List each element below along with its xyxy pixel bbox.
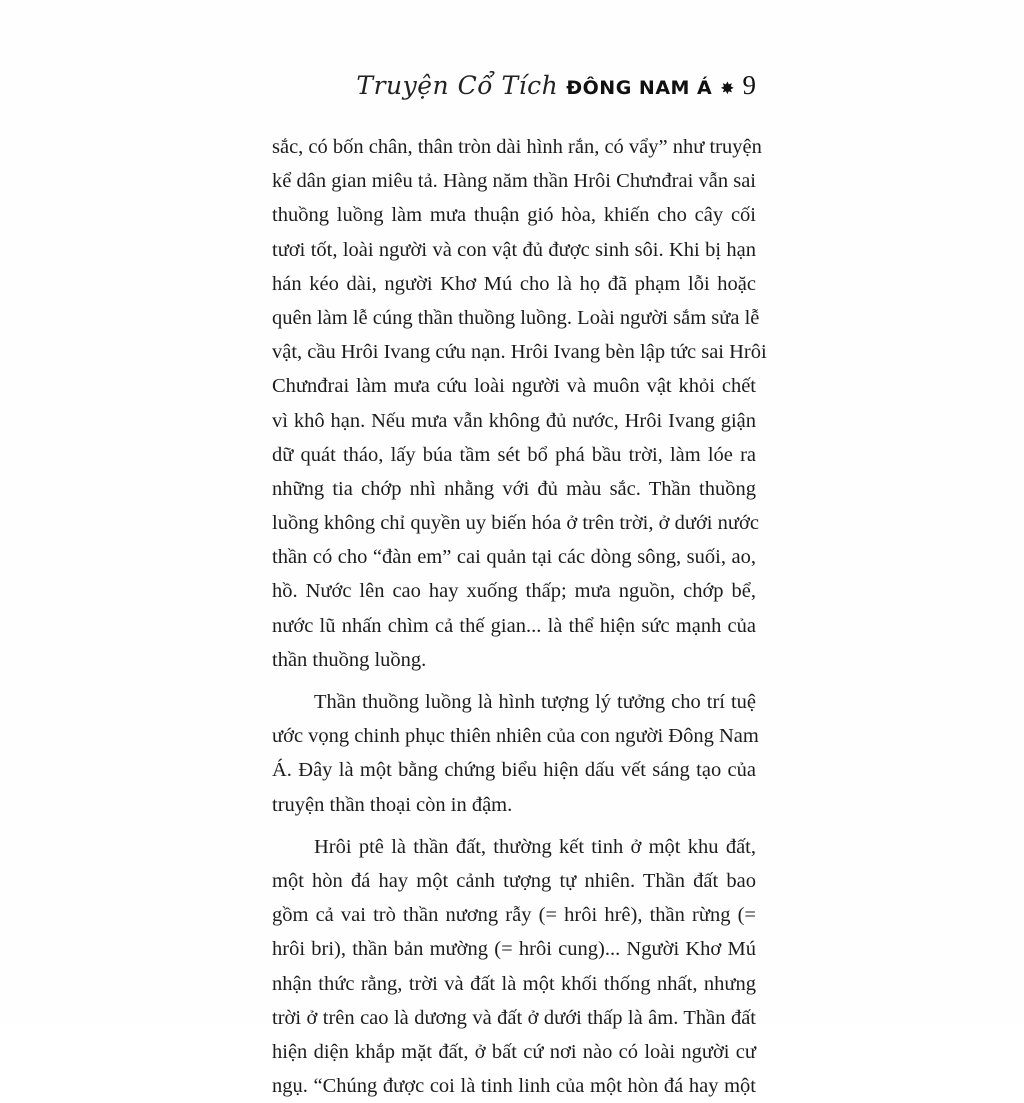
page-number: 9 — [742, 70, 756, 100]
text-line: tươi tốt, loài người và con vật đủ được sinh sôi. Khi bị hạn — [272, 238, 756, 261]
running-header — [356, 70, 756, 110]
text-line: hán kéo dài, người Khơ Mú cho là họ đã phạm lỗi hoặc — [272, 272, 756, 295]
text-line: thần thuồng luồng. — [272, 648, 427, 671]
text-line: sắc, có bốn chân, thân tròn dài hình rắn, có vẩy” như truyện — [272, 136, 762, 158]
text-line: nước lũ nhấn chìm cả thế gian... là thể hiện sức mạnh của — [272, 614, 756, 637]
text-line: thần có cho “đàn em” cai quản tại các dòng sông, suối, ao, — [272, 546, 756, 569]
text-line: Á. Đây là một bằng chứng biểu hiện dấu vết sáng tạo của — [272, 759, 756, 782]
text-line: vì khô hạn. Nếu mưa vẫn không đủ nước, Hrôi Ivang giận — [272, 409, 756, 432]
text-line: thuồng luồng làm mưa thuận gió hòa, khiến cho cây cối — [272, 204, 756, 227]
text-line: một hòn đá hay một cảnh tượng tự nhiên. Thần đất bao — [272, 869, 756, 892]
header-script-title: Truyện Cổ Tích — [356, 71, 559, 100]
text-line: vật, cầu Hrôi Ivang cứu nạn. Hrôi Ivang bèn lập tức sai Hrôi — [272, 341, 767, 364]
header-caps-title: ĐÔNG NAM Á — [566, 77, 713, 99]
text-line: gồm cả vai trò thần nương rẫy (= hrôi hrê), thần rừng (= — [272, 904, 756, 927]
text-line: kể dân gian miêu tả. Hàng năm thần Hrôi Chưnđrai vẫn sai — [272, 170, 756, 193]
body-text — [272, 130, 767, 1103]
text-line: hrôi bri), thần bản mường (= hrôi cung)... Người Khơ Mú — [272, 938, 756, 961]
text-line: nhận thức rằng, trời và đất là một khối thống nhất, nhưng — [272, 972, 756, 995]
text-line: trời ở trên cao là dương và đất ở dưới thấp là âm. Thần đất — [272, 1006, 756, 1029]
text-line: hồ. Nước lên cao hay xuống thấp; mưa nguồn, chớp bể, — [272, 580, 756, 603]
text-line: truyện thần thoại còn in đậm. — [272, 793, 513, 816]
text-line: những tia chớp nhì nhằng với đủ màu sắc. Thần thuồng — [272, 477, 756, 500]
text-line: hiện diện khắp mặt đất, ở bất cứ nơi nào có loài người cư — [272, 1040, 756, 1063]
text-line: Thần thuồng luồng là hình tượng lý tưởng cho trí tuệ — [314, 691, 756, 713]
text-line: dữ quát tháo, lấy búa tầm sét bổ phá bầu trời, làm lóe ra — [272, 443, 756, 466]
text-line: Chưnđrai làm mưa cứu loài người và muôn vật khỏi chết — [272, 375, 756, 398]
text-line: Hrôi ptê là thần đất, thường kết tinh ở một khu đất, — [314, 835, 756, 858]
text-line: quên làm lễ cúng thần thuồng luồng. Loài người sắm sửa lễ — [272, 306, 760, 329]
text-line: ngụ. “Chúng được coi là tinh linh của một hòn đá hay một — [272, 1075, 756, 1098]
ornament-star-icon: ✸ — [720, 79, 735, 99]
text-line: luồng không chỉ quyền uy biến hóa ở trên trời, ở dưới nước — [272, 512, 759, 535]
paragraph-gap — [272, 677, 756, 685]
paragraph-gap — [272, 822, 756, 830]
text-line: ước vọng chinh phục thiên nhiên của con người Đông Nam — [272, 725, 759, 748]
